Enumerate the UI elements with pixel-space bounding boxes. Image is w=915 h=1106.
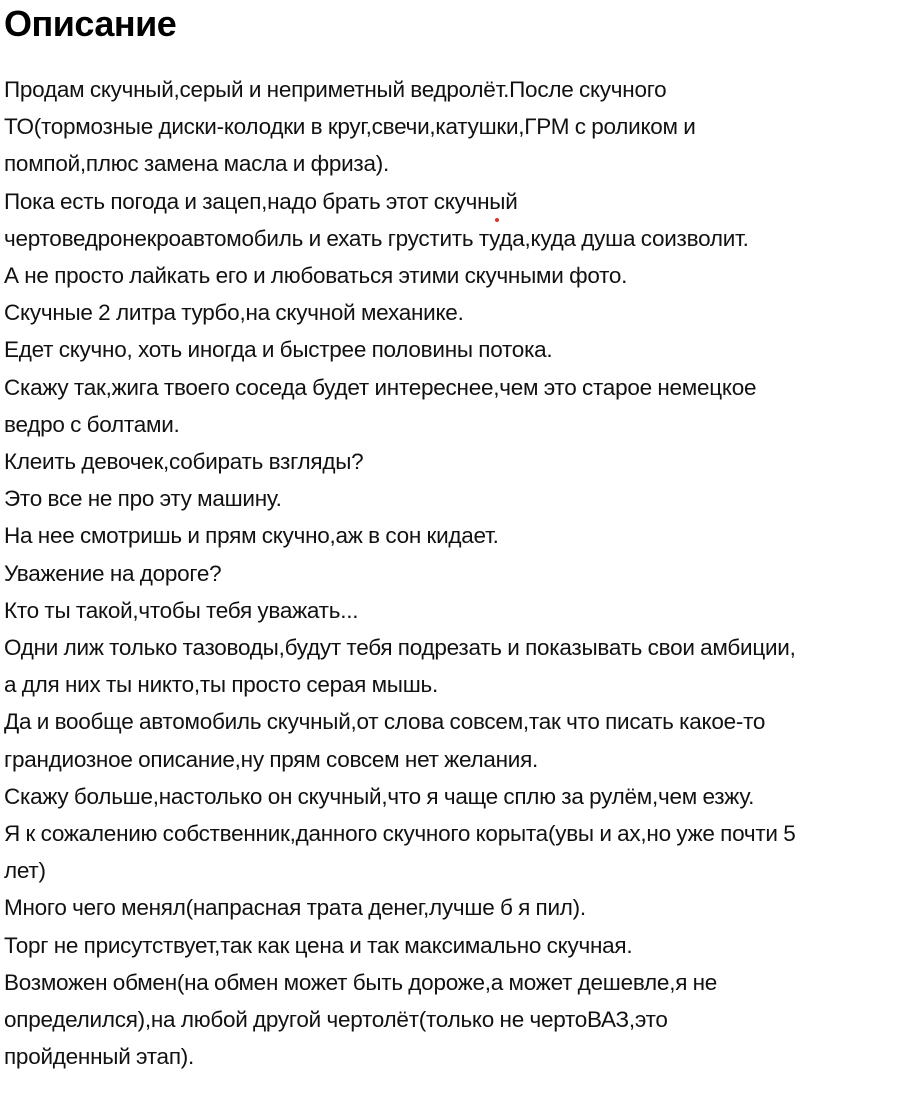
description-line: чертоведронекроавтомобиль и ехать грустить туда,куда душа соизволит. [4, 225, 749, 251]
description-line: Едет скучно, хоть иногда и быстрее половины потока. [4, 337, 553, 363]
description-line: Пока есть погода и зацеп,надо брать этот скучный [4, 188, 518, 214]
description-line: Да и вообще автомобиль скучный,от слова совсем,так что писать какое-то [4, 709, 766, 735]
description-line: Торг не присутствует,так как цена и так максимально скучная. [4, 932, 633, 958]
description-line: лет) [4, 858, 46, 884]
description-line: Я к сожалению собственник,данного скучного корыта(увы и ах,но уже почти 5 [4, 821, 796, 847]
description-line: пройденный этап). [4, 1044, 194, 1070]
description-line: Скажу так,жига твоего соседа будет интереснее,чем это старое немецкое [4, 374, 757, 400]
description-line: ТО(тормозные диски-колодки в круг,свечи,катушки,ГРМ с роликом и [4, 114, 696, 140]
description-line: Скажу больше,настолько он скучный,что я чаще сплю за рулём,чем езжу. [4, 783, 755, 809]
description-section [4, 0, 912, 1075]
description-line: А не просто лайкать его и любоваться этими скучными фото. [4, 263, 628, 289]
description-line: Много чего менял(напрасная трата денег,лучше б я пил). [4, 895, 586, 921]
description-line: Кто ты такой,чтобы тебя уважать... [4, 597, 359, 623]
description-line: Это все не про эту машину. [4, 486, 282, 512]
description-line: Возможен обмен(на обмен может быть дороже,а может дешевле,я не [4, 969, 718, 995]
description-line: ведро с болтами. [4, 411, 180, 437]
description-line: Одни лиж только тазоводы,будут тебя подрезать и показывать свои амбиции, [4, 635, 796, 661]
description-line: а для них ты никто,ты просто серая мышь. [4, 672, 438, 698]
section-heading: Описание [4, 3, 177, 44]
description-line: грандиозное описание,ну прям совсем нет желания. [4, 746, 539, 772]
description-line: помпой,плюс замена масла и фриза). [4, 151, 389, 177]
description-line: Уважение на дороге? [4, 560, 222, 586]
description-line: Продам скучный,серый и неприметный ведролёт.После скучного [4, 77, 667, 102]
description-text [4, 71, 912, 1075]
description-line: Клеить девочек,собирать взгляды? [4, 449, 364, 475]
description-line: Скучные 2 литра турбо,на скучной механике. [4, 300, 464, 326]
description-line: На нее смотришь и прям скучно,аж в сон кидает. [4, 523, 499, 549]
description-line: определился),на любой другой чертолёт(только не чертоВАЗ,это [4, 1007, 668, 1033]
red-dot-marker [495, 218, 499, 222]
